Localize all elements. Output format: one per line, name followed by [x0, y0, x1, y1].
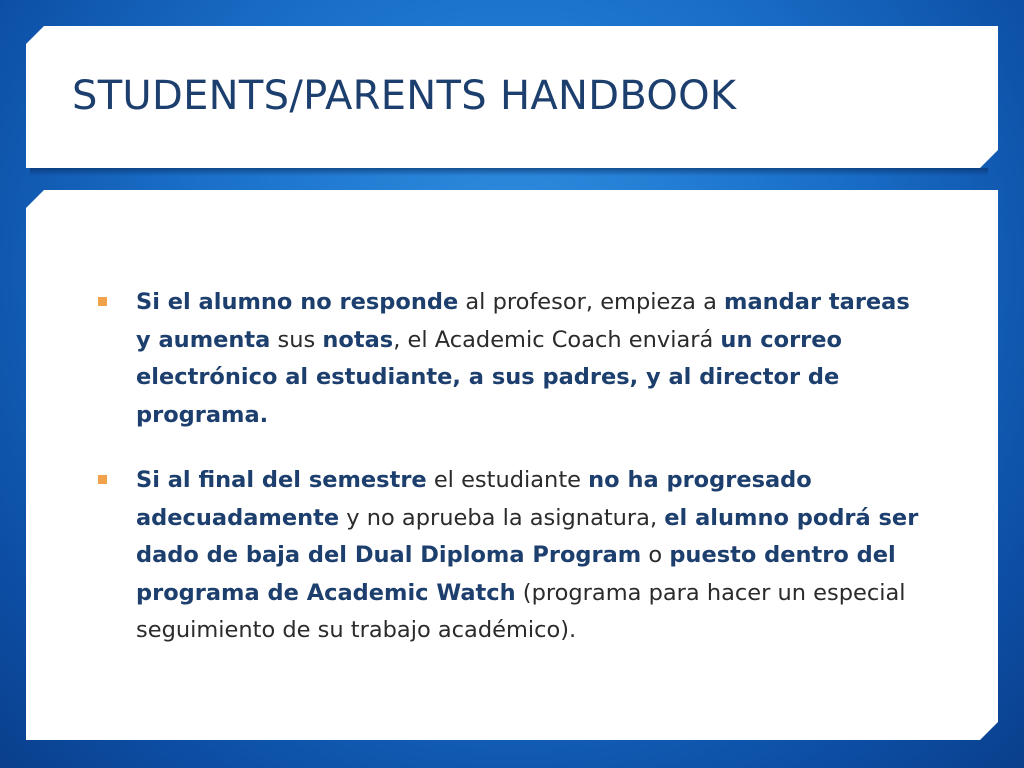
bullet-text: sus — [270, 326, 323, 353]
bullet-item — [98, 284, 930, 434]
bullet-text-bold: Si al final del semestre — [136, 467, 427, 493]
bullet-text: al profesor, empieza a — [458, 289, 725, 315]
bullet-text-bold: notas — [322, 326, 394, 353]
square-bullet-icon — [98, 297, 107, 306]
bullet-text: y no aprueba la asignatura, — [339, 504, 665, 531]
bullet-text: o — [641, 542, 670, 568]
slide-title: STUDENTS/PARENTS HANDBOOK — [72, 73, 737, 119]
bullet-text-bold: puesto dentro del programa de Academic Watch — [136, 542, 896, 606]
bullet-text: (programa para hacer un especial seguimiento de su trabajo académico). — [136, 579, 906, 643]
bullet-text-bold: no ha progresado adecuadamente — [136, 467, 812, 531]
bullet-text-bold: el alumno podrá ser dado de baja del Dual Diploma Program — [136, 504, 919, 568]
bullet-item — [98, 462, 930, 650]
bullet-text-bold: mandar tareas y aumenta — [136, 289, 910, 353]
bullet-list — [98, 284, 930, 678]
bullet-text: , el Academic Coach enviará — [393, 326, 721, 353]
square-bullet-icon — [98, 475, 107, 484]
title-panel-shadow — [30, 168, 988, 176]
bullet-text-bold: Si el alumno no responde — [136, 289, 459, 315]
bullet-text-bold: un correo electrónico al estudiante, a sus padres, y al director de programa. — [136, 326, 842, 428]
bullet-text: el estudiante — [426, 467, 589, 493]
